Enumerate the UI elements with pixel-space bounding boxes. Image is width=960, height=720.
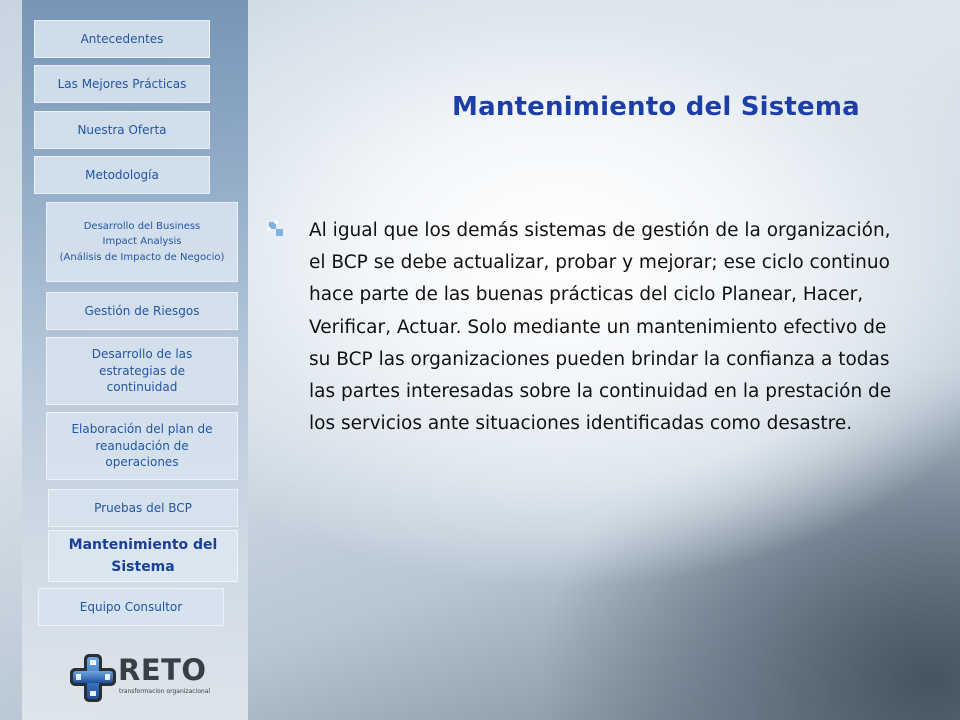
nav-label-line3: (Análisis de Impacto de Negocio) (59, 251, 225, 263)
nav-label: Metodología (85, 167, 159, 182)
nav-mantenimiento-sistema[interactable] (48, 530, 238, 582)
reto-cross-icon (68, 652, 118, 704)
nav-label-line2: estrategias de (98, 363, 186, 378)
nav-label-line3: operaciones (105, 455, 179, 470)
nav-label-line1: Desarrollo del Business (83, 220, 201, 232)
nav-equipo-consultor[interactable] (38, 588, 224, 626)
nav-antecedentes[interactable] (34, 20, 210, 58)
nav-gestion-riesgos[interactable] (46, 292, 238, 330)
slide-title: Mantenimiento del Sistema (452, 92, 860, 122)
nav-label: Nuestra Oferta (77, 122, 167, 137)
nav-label: Equipo Consultor (79, 599, 183, 614)
nav-label-line2: reanudación de (95, 438, 189, 453)
nav-label: Gestión de Riesgos (84, 303, 200, 318)
nav-label-line3: continuidad (106, 380, 178, 395)
nav-label-line2: Impact Analysis (102, 236, 182, 248)
nav-label-line1: Desarrollo de las (91, 346, 193, 361)
puzzle-bullet-icon (266, 219, 286, 239)
nav-mejores-practicas[interactable] (34, 65, 210, 103)
nav-business-impact-analysis[interactable] (46, 202, 238, 282)
slide-body-text: Al igual que los demás sistemas de gestión de la organización, el BCP se debe actualizar, probar y mejorar; ese ciclo continuo hace parte de las buenas prácticas del ciclo Planear, Hacer, Verificar, Actuar. Solo mediante un mantenimiento efectivo de su BCP las organizaciones pueden brindar la confianza a todas las partes interesadas sobre la continuidad en la prestación de los servicios ante situaciones identificadas como desastre. (309, 220, 892, 435)
nav-metodologia[interactable] (34, 156, 210, 194)
nav-label-line1: Elaboración del plan de (71, 421, 213, 436)
nav-estrategias-continuidad[interactable] (46, 337, 238, 405)
logo-wordmark: RETO (118, 653, 207, 687)
nav-label-line1: Mantenimiento del (68, 536, 218, 553)
nav-label: Las Mejores Prácticas (57, 76, 187, 91)
nav-pruebas-bcp[interactable] (48, 489, 238, 527)
nav-label-line2: Sistema (111, 559, 175, 575)
reto-logo (68, 652, 218, 704)
logo-tagline: transformacion organizacional (119, 688, 211, 695)
nav-plan-reanudacion[interactable] (46, 412, 238, 480)
nav-label: Antecedentes (80, 31, 164, 46)
nav-nuestra-oferta[interactable] (34, 111, 210, 149)
nav-label: Pruebas del BCP (94, 500, 192, 515)
